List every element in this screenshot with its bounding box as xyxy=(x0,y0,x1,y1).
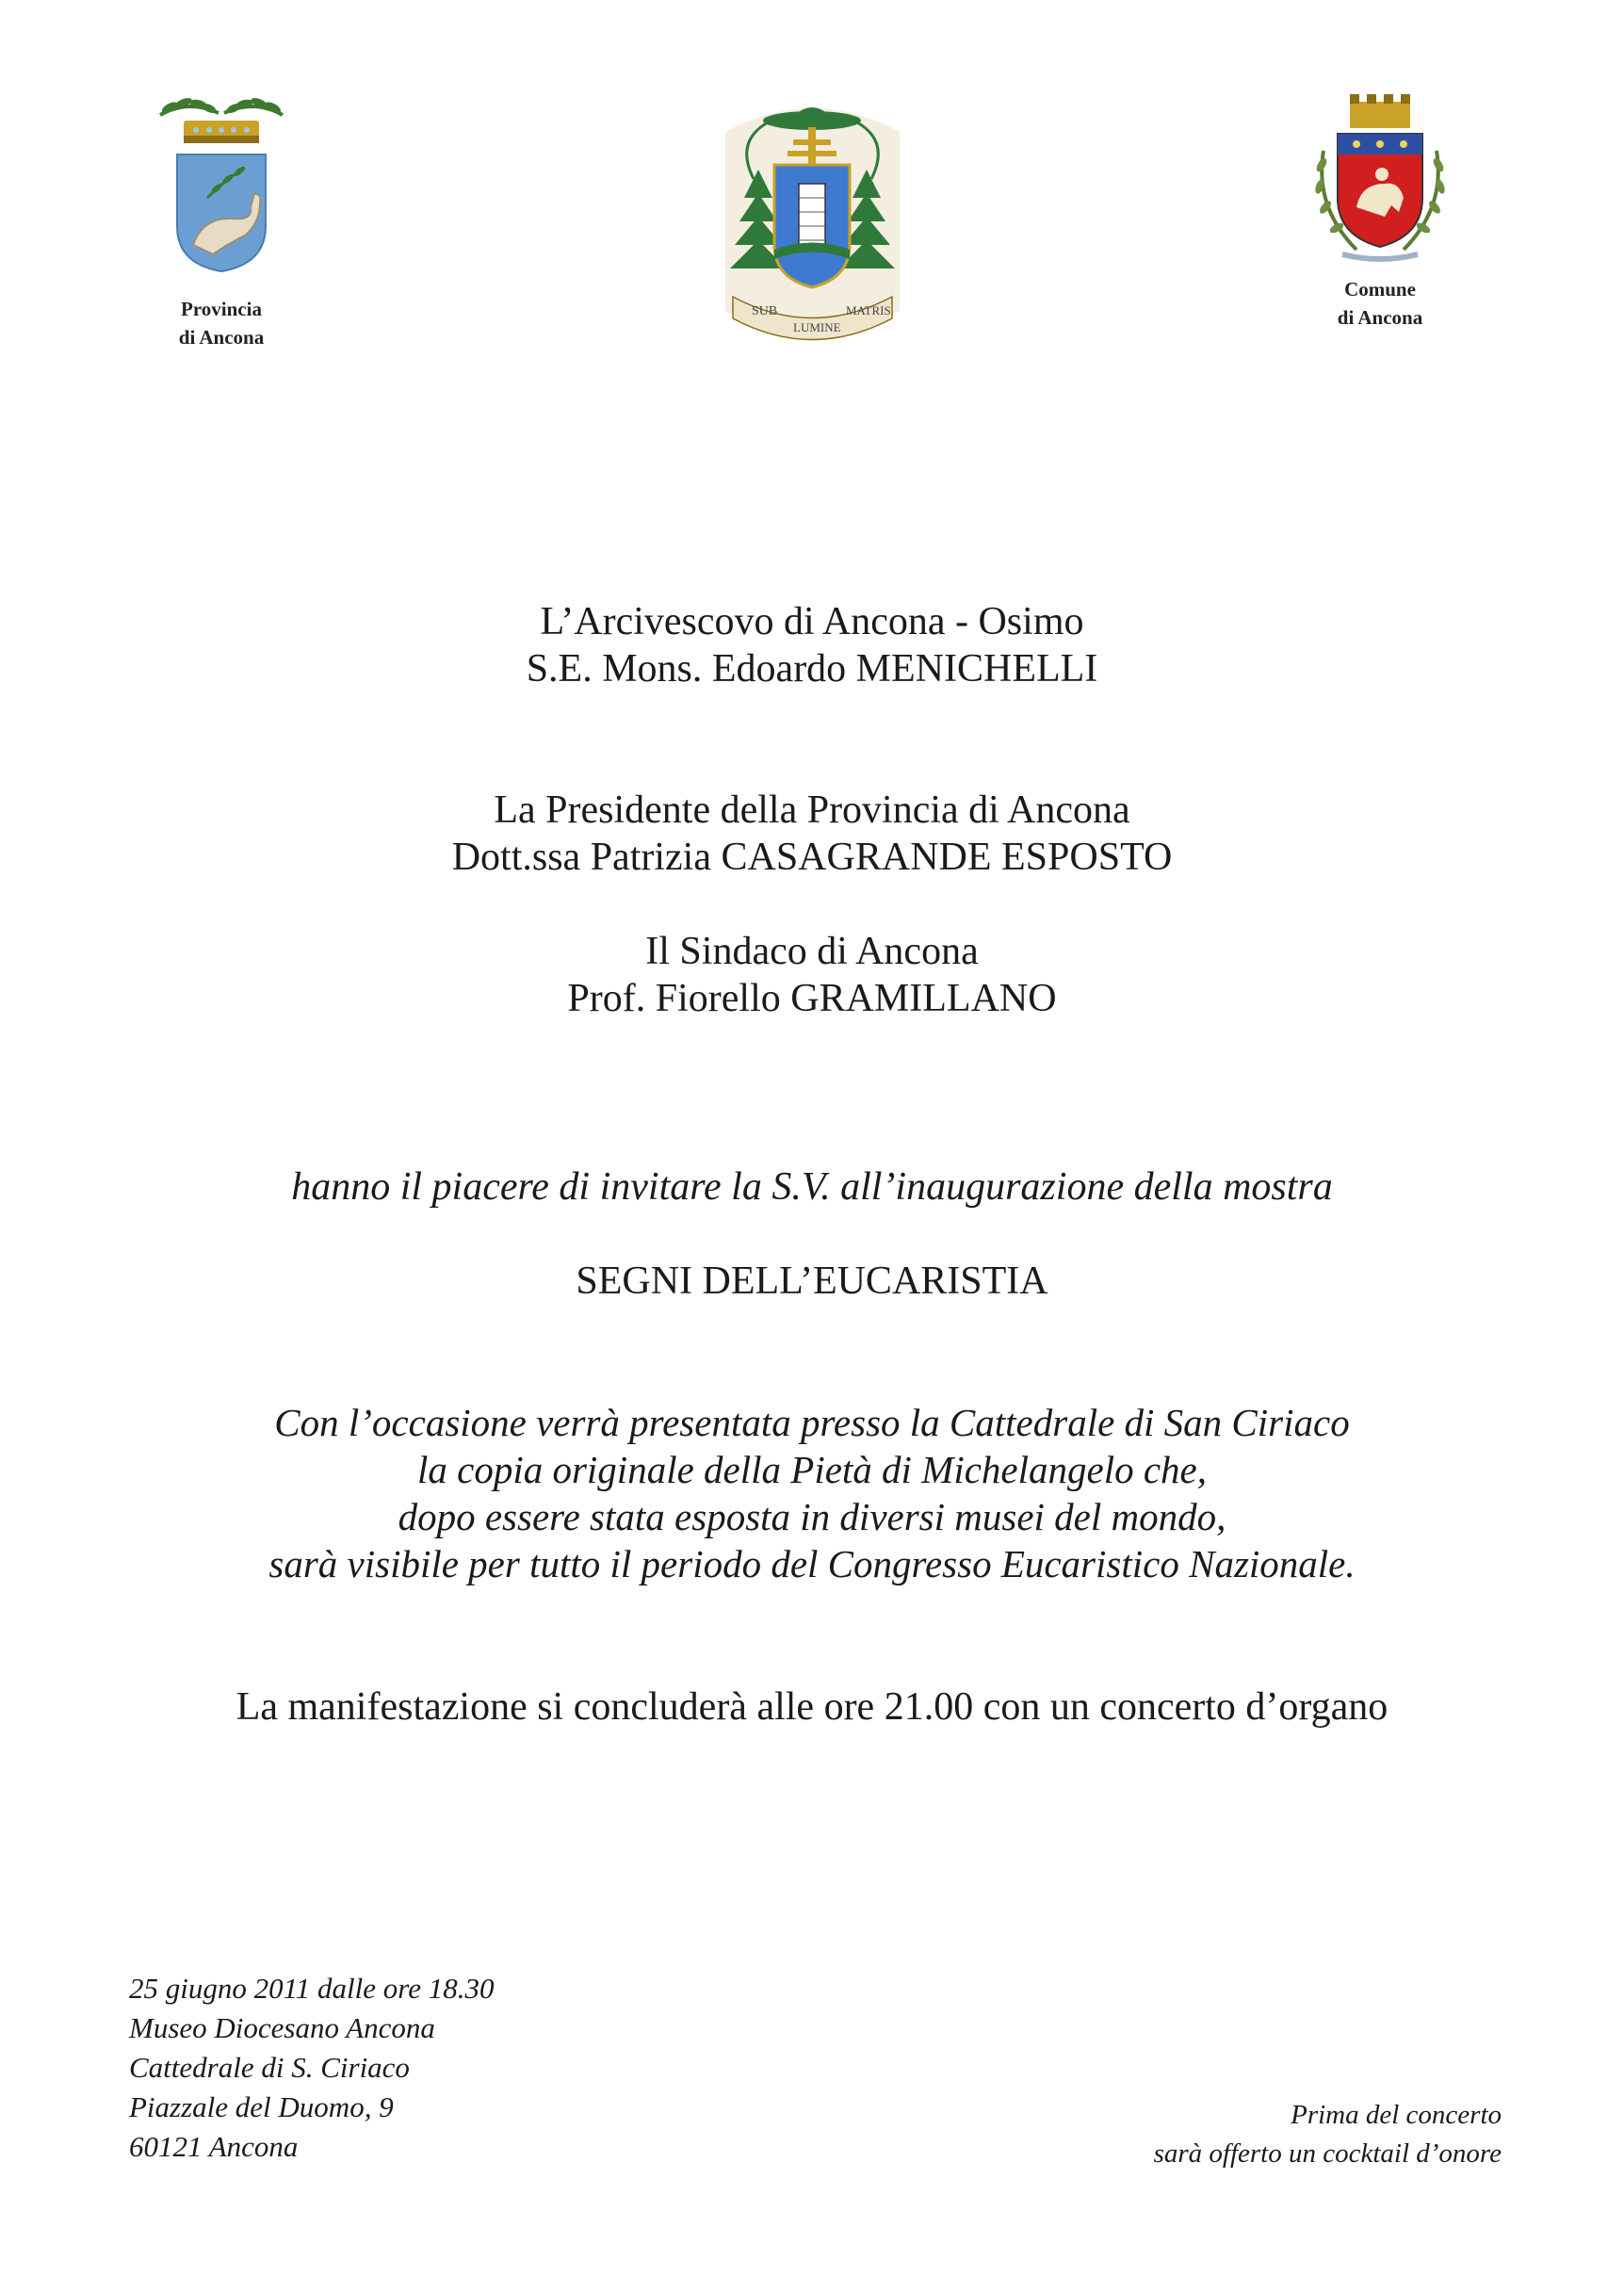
motto-word-1: SUB xyxy=(752,304,778,318)
cocktail-note xyxy=(1154,2096,1502,2173)
occasion-line: dopo essere stata esposta in diversi musei del mondo, xyxy=(398,1495,1226,1538)
event-venue: Museo Diocesano Ancona xyxy=(129,2011,435,2044)
motto-word-2: LUMINE xyxy=(793,320,841,334)
host-province-president-name: Dott.ssa Patrizia CASAGRANDE ESPOSTO xyxy=(451,836,1173,879)
provincia-caption xyxy=(127,295,316,351)
host-province-president-title: La Presidente della Provincia di Ancona xyxy=(494,788,1130,832)
occasion-paragraph xyxy=(0,1399,1624,1587)
comune-caption-line2: di Ancona xyxy=(1337,306,1423,329)
comune-caption-line1: Comune xyxy=(1344,278,1416,301)
provincia-logo xyxy=(151,94,316,351)
host-province-president xyxy=(0,787,1624,881)
provincia-coat-of-arms-icon xyxy=(151,94,292,278)
archbishop-logo xyxy=(716,94,909,347)
cocktail-note-line1: Prima del concerto xyxy=(1291,2100,1502,2130)
event-cathedral: Cattedrale di S. Ciriaco xyxy=(129,2051,410,2084)
invite-line: hanno il piacere di invitare la S.V. all’inaugurazione della mostra xyxy=(291,1165,1333,1209)
host-mayor-title: Il Sindaco di Ancona xyxy=(645,930,979,973)
event-city: 60121 Ancona xyxy=(129,2130,299,2163)
event-date: 25 giugno 2011 dalle ore 18.30 xyxy=(129,1972,495,2005)
host-archbishop xyxy=(0,598,1624,692)
archbishop-coat-of-arms-icon xyxy=(716,94,909,347)
occasion-line: Con l’occasione verrà presentata presso la Cattedrale di San Ciriaco xyxy=(274,1401,1350,1444)
host-mayor xyxy=(0,928,1624,1022)
provincia-caption-line1: Provincia xyxy=(181,298,262,320)
host-archbishop-title: L’Arcivescovo di Ancona - Osimo xyxy=(540,600,1084,643)
motto-word-3: MATRIS xyxy=(846,303,891,317)
comune-coat-of-arms-icon xyxy=(1305,94,1455,264)
exhibition-title: SEGNI DELL’EUCARISTIA xyxy=(576,1260,1048,1303)
host-archbishop-name: S.E. Mons. Edoardo MENICHELLI xyxy=(526,647,1098,691)
host-mayor-name: Prof. Fiorello GRAMILLANO xyxy=(567,977,1057,1020)
provincia-caption-line2: di Ancona xyxy=(178,326,265,349)
occasion-line: la copia originale della Pietà di Michelangelo che, xyxy=(416,1448,1208,1491)
cocktail-note-line2: sarà offerto un cocktail d’onore xyxy=(1153,2138,1502,2169)
comune-logo xyxy=(1305,94,1474,332)
event-address: Piazzale del Duomo, 9 xyxy=(129,2090,394,2123)
comune-caption xyxy=(1286,275,1474,332)
closing-line: La manifestazione si concluderà alle ore 21.00 con un concerto d’organo xyxy=(235,1685,1389,1729)
occasion-line: sarà visibile per tutto il periodo del Congresso Eucaristico Nazionale. xyxy=(268,1542,1356,1585)
event-details xyxy=(129,1969,494,2167)
